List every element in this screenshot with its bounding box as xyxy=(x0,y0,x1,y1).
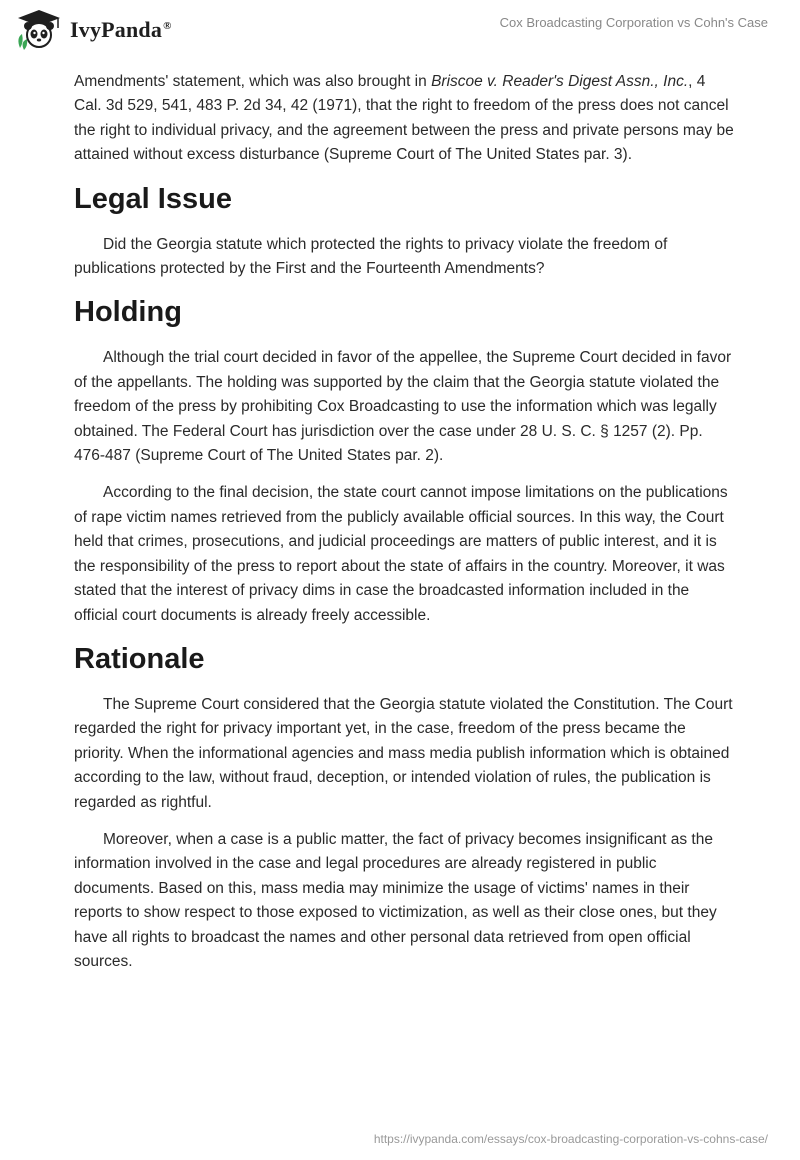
holding-heading: Holding xyxy=(74,296,182,329)
rationale-paragraph-1: The Supreme Court considered that the Georgia statute violated the Constitution. The Court regarded the right for privacy important yet, in the case, freedom of the press became the priority. When the informational agencies and mass media publish information which is obtained according to the law, without fraud, deception, or intended violation of rules, the publication is regarded as rightful. xyxy=(74,695,733,811)
rationale-heading: Rationale xyxy=(74,642,205,675)
essay-body xyxy=(74,70,734,987)
ivypanda-logo[interactable] xyxy=(14,8,172,52)
page-header xyxy=(0,0,800,60)
panda-graduate-icon xyxy=(14,8,64,52)
brand-name: IvyPanda® xyxy=(70,17,172,42)
document-title: Cox Broadcasting Corporation vs Cohn's Case xyxy=(499,15,768,30)
legal-issue-paragraph: Did the Georgia statute which protected the rights to privacy violate the freedom of publications protected by the First and the Fourteenth Amendments? xyxy=(74,235,668,278)
holding-paragraph-2: According to the final decision, the state court cannot impose limitations on the publications of rape victim names retrieved from the publicly available official sources. In this way, the Court held that crimes, prosecutions, and judicial proceedings are matters of public interest, and it is the responsibility of the press to report about the state of affairs in the country. Moreover, it was stated that the interest of privacy dims in case the broadcasted information included in the official court documents is already freely accessible. xyxy=(74,484,728,624)
holding-paragraph-1: Although the trial court decided in favor of the appellee, the Supreme Court decided in favor of the appellants. The holding was supported by the claim that the Georgia statute violated the freedom of the press by prohibiting Cox Broadcasting to use the information which was legally obtained. The Federal Court has jurisdiction over the case under 28 U. S. C. § 1257 (2). Pp. 476-487 (Supreme Court of The United States par. 2). xyxy=(74,349,732,465)
intro-paragraph: Amendments' statement, which was also brought in Briscoe v. Reader's Digest Assn., Inc., 4 Cal. 3d 529, 541, 483 P. 2d 34, 42 (1971), that the right to freedom of the press does not cancel the right to individual privacy, and the agreement between the press and private persons may be attained without excess disturbance (Supreme Court of The United States par. 3). xyxy=(74,73,734,164)
legal-issue-heading: Legal Issue xyxy=(74,182,232,215)
source-url[interactable]: https://ivypanda.com/essays/cox-broadcasting-corporation-vs-cohns-case/ xyxy=(373,1132,768,1146)
case-citation: Briscoe v. Reader's Digest Assn., Inc. xyxy=(431,73,689,90)
rationale-paragraph-2: Moreover, when a case is a public matter, the fact of privacy becomes insignificant as the information involved in the case and legal procedures are already registered in public documents. Based on this, mass media may minimize the usage of victims' names in their reports to show respect to those exposed to victimization, as well as their close ones, but they have all rights to broadcast the names and other personal data retrieved from open official sources. xyxy=(74,830,717,970)
